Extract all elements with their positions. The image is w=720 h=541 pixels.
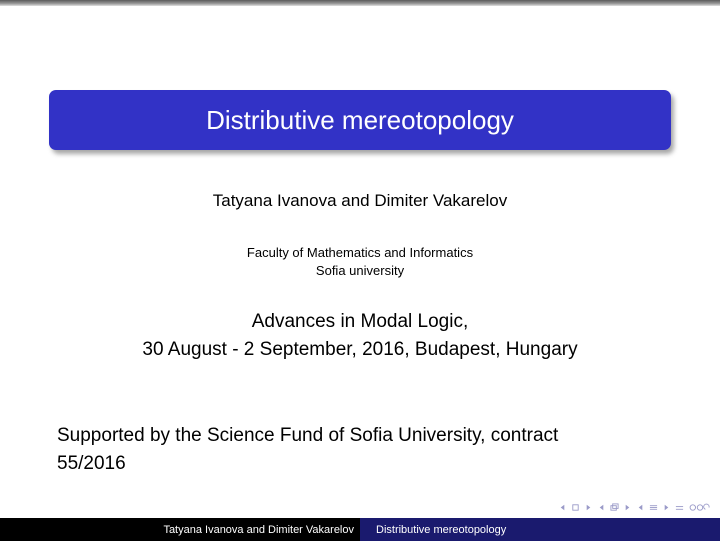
institution-faculty: Faculty of Mathematics and Informatics [246, 245, 474, 260]
institution [0, 244, 720, 280]
footer-authors[interactable] [0, 518, 360, 541]
next-subsection-icon[interactable] [623, 503, 632, 512]
subsection-icon[interactable] [610, 503, 619, 512]
beamer-navigation [558, 500, 712, 514]
support-line-2: 55/2016 [57, 453, 126, 474]
next-frame-icon[interactable] [584, 503, 593, 512]
search-back-icon[interactable] [688, 503, 712, 512]
align-icon[interactable] [675, 503, 684, 512]
support-line-1: Supported by the Science Fund of Sofia University, contract [57, 425, 559, 446]
top-rule [0, 0, 720, 6]
footer-authors-text: Tatyana Ivanova and Dimiter Vakarelov [163, 523, 354, 536]
prev-subsection-icon[interactable] [597, 503, 606, 512]
prev-section-icon[interactable] [636, 503, 645, 512]
title-block [49, 90, 671, 150]
footer-title[interactable] [360, 518, 720, 541]
conference-date-place: 30 August - 2 September, 2016, Budapest, Hungary [142, 339, 578, 360]
authors: Tatyana Ivanova and Dimiter Vakarelov [212, 191, 508, 210]
slide-title: Distributive mereotopology [206, 104, 514, 135]
institution-university: Sofia university [315, 263, 405, 278]
footer-bar [0, 518, 720, 541]
prev-frame-icon[interactable] [558, 503, 567, 512]
support-note [57, 422, 657, 478]
section-icon[interactable] [649, 503, 658, 512]
conference [0, 308, 720, 364]
next-section-icon[interactable] [662, 503, 671, 512]
footer-title-text: Distributive mereotopology [376, 523, 507, 536]
frame-icon[interactable] [571, 503, 580, 512]
conference-name: Advances in Modal Logic, [251, 311, 469, 332]
